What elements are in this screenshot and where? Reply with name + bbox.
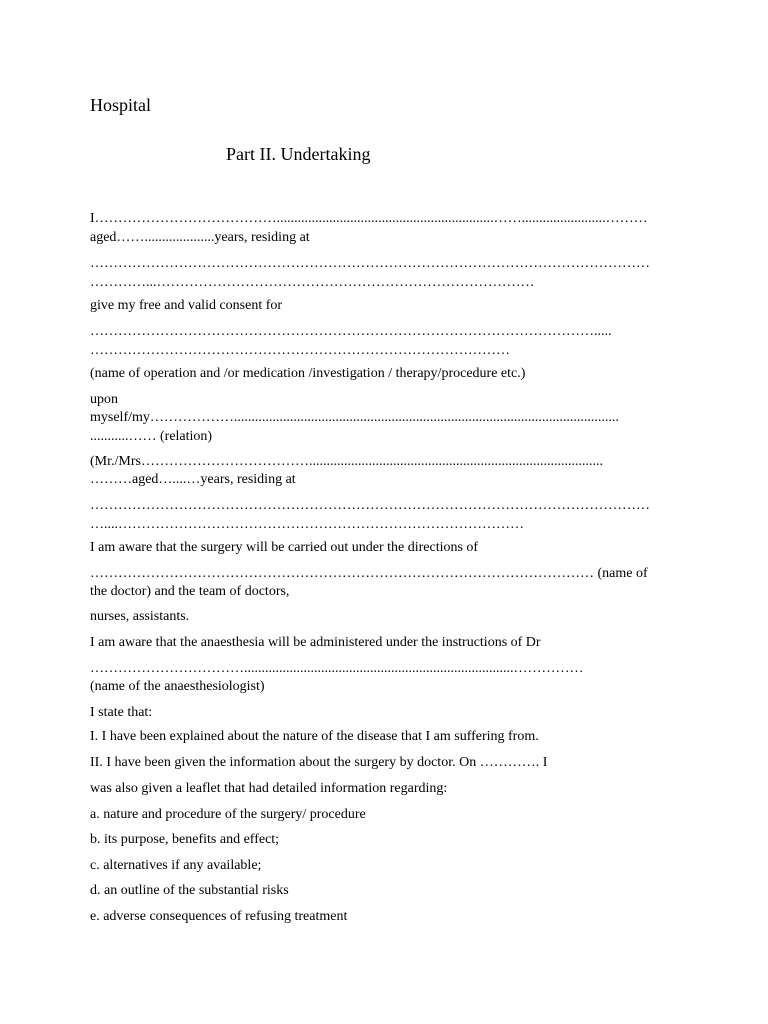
text-line: d. an outline of the substantial risks: [90, 883, 289, 898]
page-title: Part II. Undertaking: [226, 144, 371, 164]
text-line: I state that:: [90, 705, 153, 720]
text-line: …………………………….............................................................................……………: [90, 661, 584, 676]
text-line: …………………………………………………………………………………………………………: [90, 498, 650, 513]
text-line: upon: [90, 392, 118, 407]
text-line: ……………………………………………………………………………………………….....: [90, 324, 612, 339]
text-line: I am aware that the anaesthesia will be administered under the instructions of Dr: [90, 635, 541, 650]
text-line: I am aware that the surgery will be carried out under the directions of: [90, 540, 479, 555]
text-line: b. its purpose, benefits and effect;: [90, 832, 280, 847]
text-line: I. I have been explained about the nature of the disease that I am suffering from.: [90, 729, 539, 744]
text-line: …....……………………………………………………………………………: [90, 517, 524, 532]
text-line: (Mr./Mrs………………………………....................................................................................: [90, 454, 603, 469]
hospital-label: Hospital: [90, 95, 151, 115]
text-line: aged……....................years, residing at: [90, 230, 310, 245]
text-line: nurses, assistants.: [90, 609, 190, 624]
text-line: c. alternatives if any available;: [90, 858, 262, 873]
text-line: a. nature and procedure of the surgery/ procedure: [90, 807, 366, 822]
text-line: ………………………………………………………………………………: [90, 343, 510, 358]
text-line: ………aged…....…years, residing at: [90, 472, 296, 487]
text-line: …………………………………………………………………………………………………………: [90, 256, 650, 271]
text-line: give my free and valid consent for: [90, 298, 283, 313]
text-line: II. I have been given the information about the surgery by doctor. On …………. I: [90, 755, 548, 770]
text-line: ...........…… (relation): [90, 429, 213, 444]
text-line: e. adverse consequences of refusing treatment: [90, 909, 348, 924]
text-line: (name of the anaesthesiologist): [90, 679, 265, 694]
text-line: myself/my………………..............................................................................................................: [90, 410, 619, 425]
text-line: was also given a leaflet that had detailed information regarding:: [90, 781, 448, 796]
text-line: …………...………………………………………………………………………: [90, 275, 535, 290]
text-line: the doctor) and the team of doctors,: [90, 584, 290, 599]
text-line: (name of operation and /or medication /investigation / therapy/procedure etc.): [90, 366, 526, 381]
text-line: ……………………………………………………………………………………………… (name of: [90, 566, 648, 581]
text-line: I…………………………………..............................................................……........................………: [90, 211, 648, 226]
